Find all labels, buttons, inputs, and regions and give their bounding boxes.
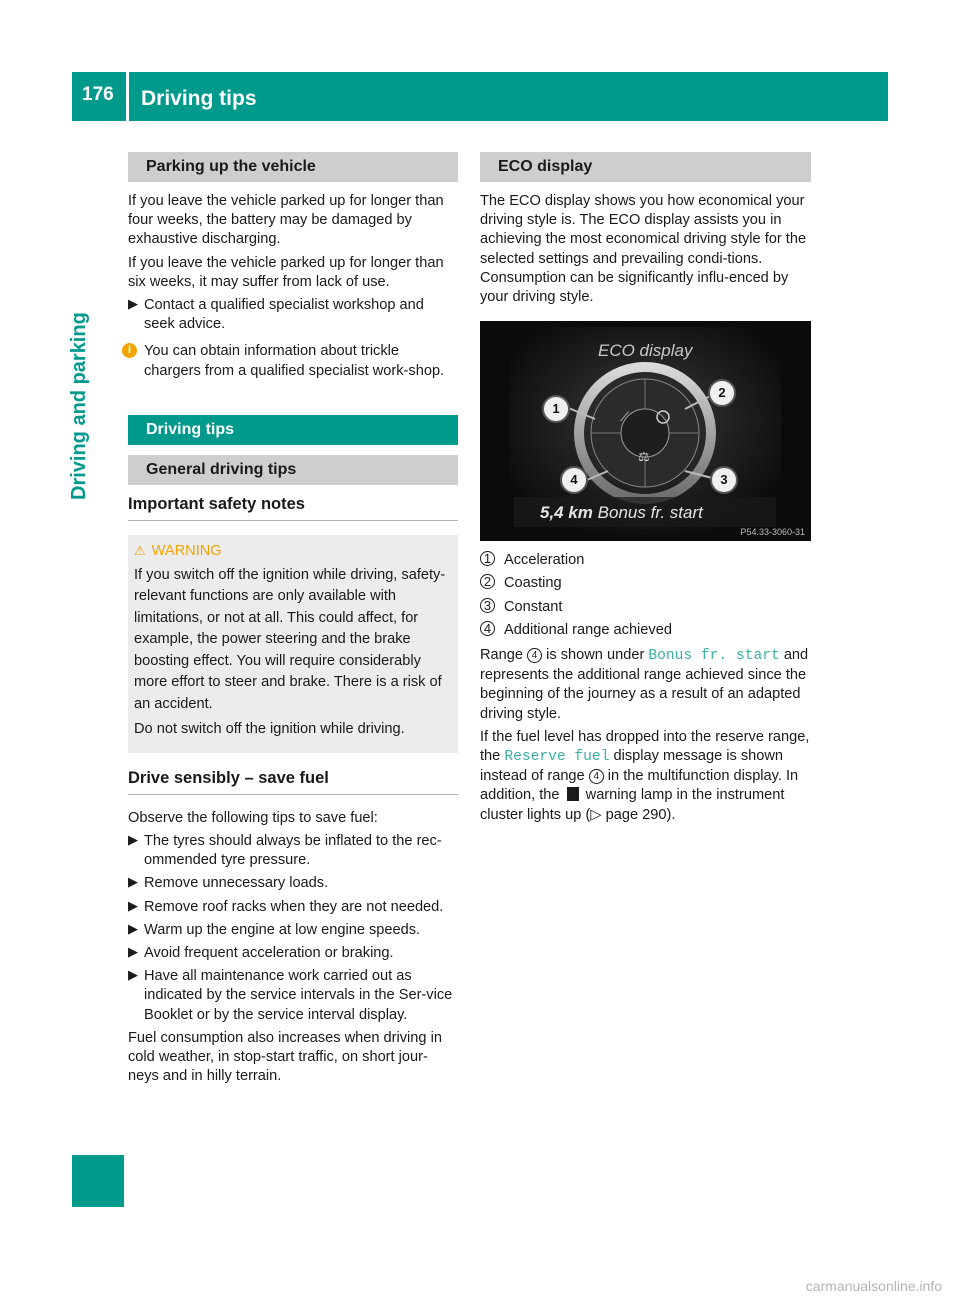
warning-label: WARNING (151, 542, 222, 559)
header-divider (126, 72, 129, 121)
parking-bullet-text: Contact a qualified specialist workshop and seek advice. (144, 297, 424, 333)
list-item (128, 296, 458, 334)
reserve-callout-number: 4 (589, 769, 604, 784)
driving-tips-heading: Driving tips (128, 415, 458, 445)
legend-label: Acceleration (504, 552, 585, 569)
figure-range-readout (540, 503, 703, 523)
warning-paragraph-2: Do not switch off the ignition while driving. (134, 721, 405, 738)
range-paragraph (480, 646, 811, 724)
legend-label: Constant (504, 598, 563, 615)
info-icon: i (122, 343, 137, 358)
list-item (128, 898, 458, 917)
fuel-bullet-text: Have all maintenance work carried out as indicated by the service intervals in the Ser-vice Booklet or by the service interval display. (144, 968, 453, 1023)
bullet-arrow-icon: ▶ (128, 874, 138, 890)
watermark: carmanualsonline.info (805, 1278, 942, 1294)
left-column (128, 152, 458, 1090)
bullet-arrow-icon: ▶ (128, 920, 138, 936)
fuel-bullet-text: Warm up the engine at low engine speeds. (144, 921, 421, 938)
callout-1: 1 (542, 395, 570, 423)
warning-title (134, 543, 452, 559)
callout-3: 3 (710, 466, 738, 494)
legend-item (480, 598, 811, 617)
parking-paragraph-1: If you leave the vehicle parked up for longer than four weeks, the battery may be damaged by exhaustive discharging. (128, 193, 444, 248)
list-item (128, 921, 458, 940)
fuel-bullet-text: Remove unnecessary loads. (144, 875, 329, 892)
reserve-text-c: in the multifunction display. In addition, the (480, 768, 799, 804)
legend-number: 1 (480, 551, 495, 566)
right-column (480, 152, 811, 829)
page-number: 176 (82, 84, 114, 105)
bullet-arrow-icon: ▶ (128, 296, 138, 312)
eco-intro: The ECO display shows you how economical your driving style is. The ECO display assists you in achieving the most economical driving style for the selected settings and prevailing condi-tions. Consumption can be significantly influ-enced by your driving style. (480, 193, 807, 306)
svg-text:⚖: ⚖ (638, 450, 650, 466)
legend-label: Coasting (504, 575, 562, 592)
parking-heading: Parking up the vehicle (128, 152, 458, 182)
bullet-arrow-icon: ▶ (128, 832, 138, 848)
safety-notes-heading: Important safety notes (128, 495, 458, 521)
general-driving-tips-heading: General driving tips (128, 455, 458, 485)
page-reference-arrow-icon: ▷ (590, 806, 602, 823)
svg-text:⟋: ⟋ (620, 410, 630, 426)
fuel-bullet-text: The tyres should always be inflated to the rec-ommended tyre pressure. (144, 833, 442, 869)
legend-number: 2 (480, 574, 495, 589)
eco-display-heading: ECO display (480, 152, 811, 182)
range-callout-number: 4 (527, 648, 542, 663)
page-title: Driving tips (141, 87, 257, 110)
range-text-c: and represents the additional range achieved since the beginning of the journey as a result of an adapted driving style. (480, 647, 809, 722)
fuel-outro: Fuel consumption also increases when driving in cold weather, in stop-start traffic, on short jour-neys and in hilly terrain. (128, 1029, 442, 1085)
range-text-b: is shown under (546, 647, 645, 664)
legend-item (480, 621, 811, 640)
list-item (128, 874, 458, 893)
reserve-text-a: If the fuel level has dropped into the reserve range, the (480, 728, 810, 765)
figure-code: P54.33-3060-31 (740, 527, 805, 538)
fuel-bullet-text: Avoid frequent acceleration or braking. (144, 945, 394, 962)
bullet-arrow-icon: ▶ (128, 897, 138, 913)
reserve-paragraph (480, 728, 811, 825)
bullet-arrow-icon: ▶ (128, 944, 138, 960)
figure-title: ECO display (598, 341, 693, 361)
save-fuel-heading: Drive sensibly – save fuel (128, 769, 458, 795)
reserve-text-b: display message is shown instead of range (480, 748, 784, 785)
legend-item (480, 551, 811, 570)
side-tab-marker (72, 1155, 124, 1207)
callout-2: 2 (708, 379, 736, 407)
parking-paragraph-2: If you leave the vehicle parked up for longer than six weeks, it may suffer from lack of use. (128, 254, 444, 290)
fuel-intro: Observe the following tips to save fuel: (128, 809, 378, 826)
reserve-fuel-code: Reserve fuel (504, 749, 610, 766)
page-reference-link[interactable]: page 290). (605, 806, 676, 823)
bonus-display-code: Bonus fr. start (648, 648, 780, 665)
warning-box (128, 535, 458, 753)
warning-triangle-icon: ⚠ (134, 542, 146, 558)
reserve-text-d: warning lamp in the instrument cluster lights up ( (480, 787, 785, 823)
warning-paragraph-1: If you switch off the ignition while driving, safety-relevant functions are only available with limitations, or not at all. This could affect, for example, the power steering and the brake boosting effect. You will require considerably more effort to steer and brake. There is a risk of an accident. (134, 566, 446, 712)
side-tab-label: Driving and parking (68, 312, 90, 500)
legend-item (480, 574, 811, 593)
legend-number: 4 (480, 621, 495, 636)
fuel-bullet-text: Remove roof racks when they are not needed. (144, 898, 444, 915)
list-item (128, 944, 458, 963)
callout-4: 4 (560, 466, 588, 494)
legend-number: 3 (480, 598, 495, 613)
info-note (128, 342, 458, 380)
range-label: Bonus fr. start (597, 503, 703, 523)
bullet-arrow-icon: ▶ (128, 967, 138, 983)
range-text-a: Range (480, 647, 524, 664)
list-item (128, 832, 458, 870)
parking-info-text: You can obtain information about trickle chargers from a qualified specialist work-shop. (144, 343, 445, 379)
legend-label: Additional range achieved (504, 621, 672, 638)
list-item (128, 967, 458, 1025)
range-value: 5,4 km (540, 503, 593, 523)
fuel-pump-icon (567, 787, 579, 801)
eco-display-figure (480, 321, 811, 541)
